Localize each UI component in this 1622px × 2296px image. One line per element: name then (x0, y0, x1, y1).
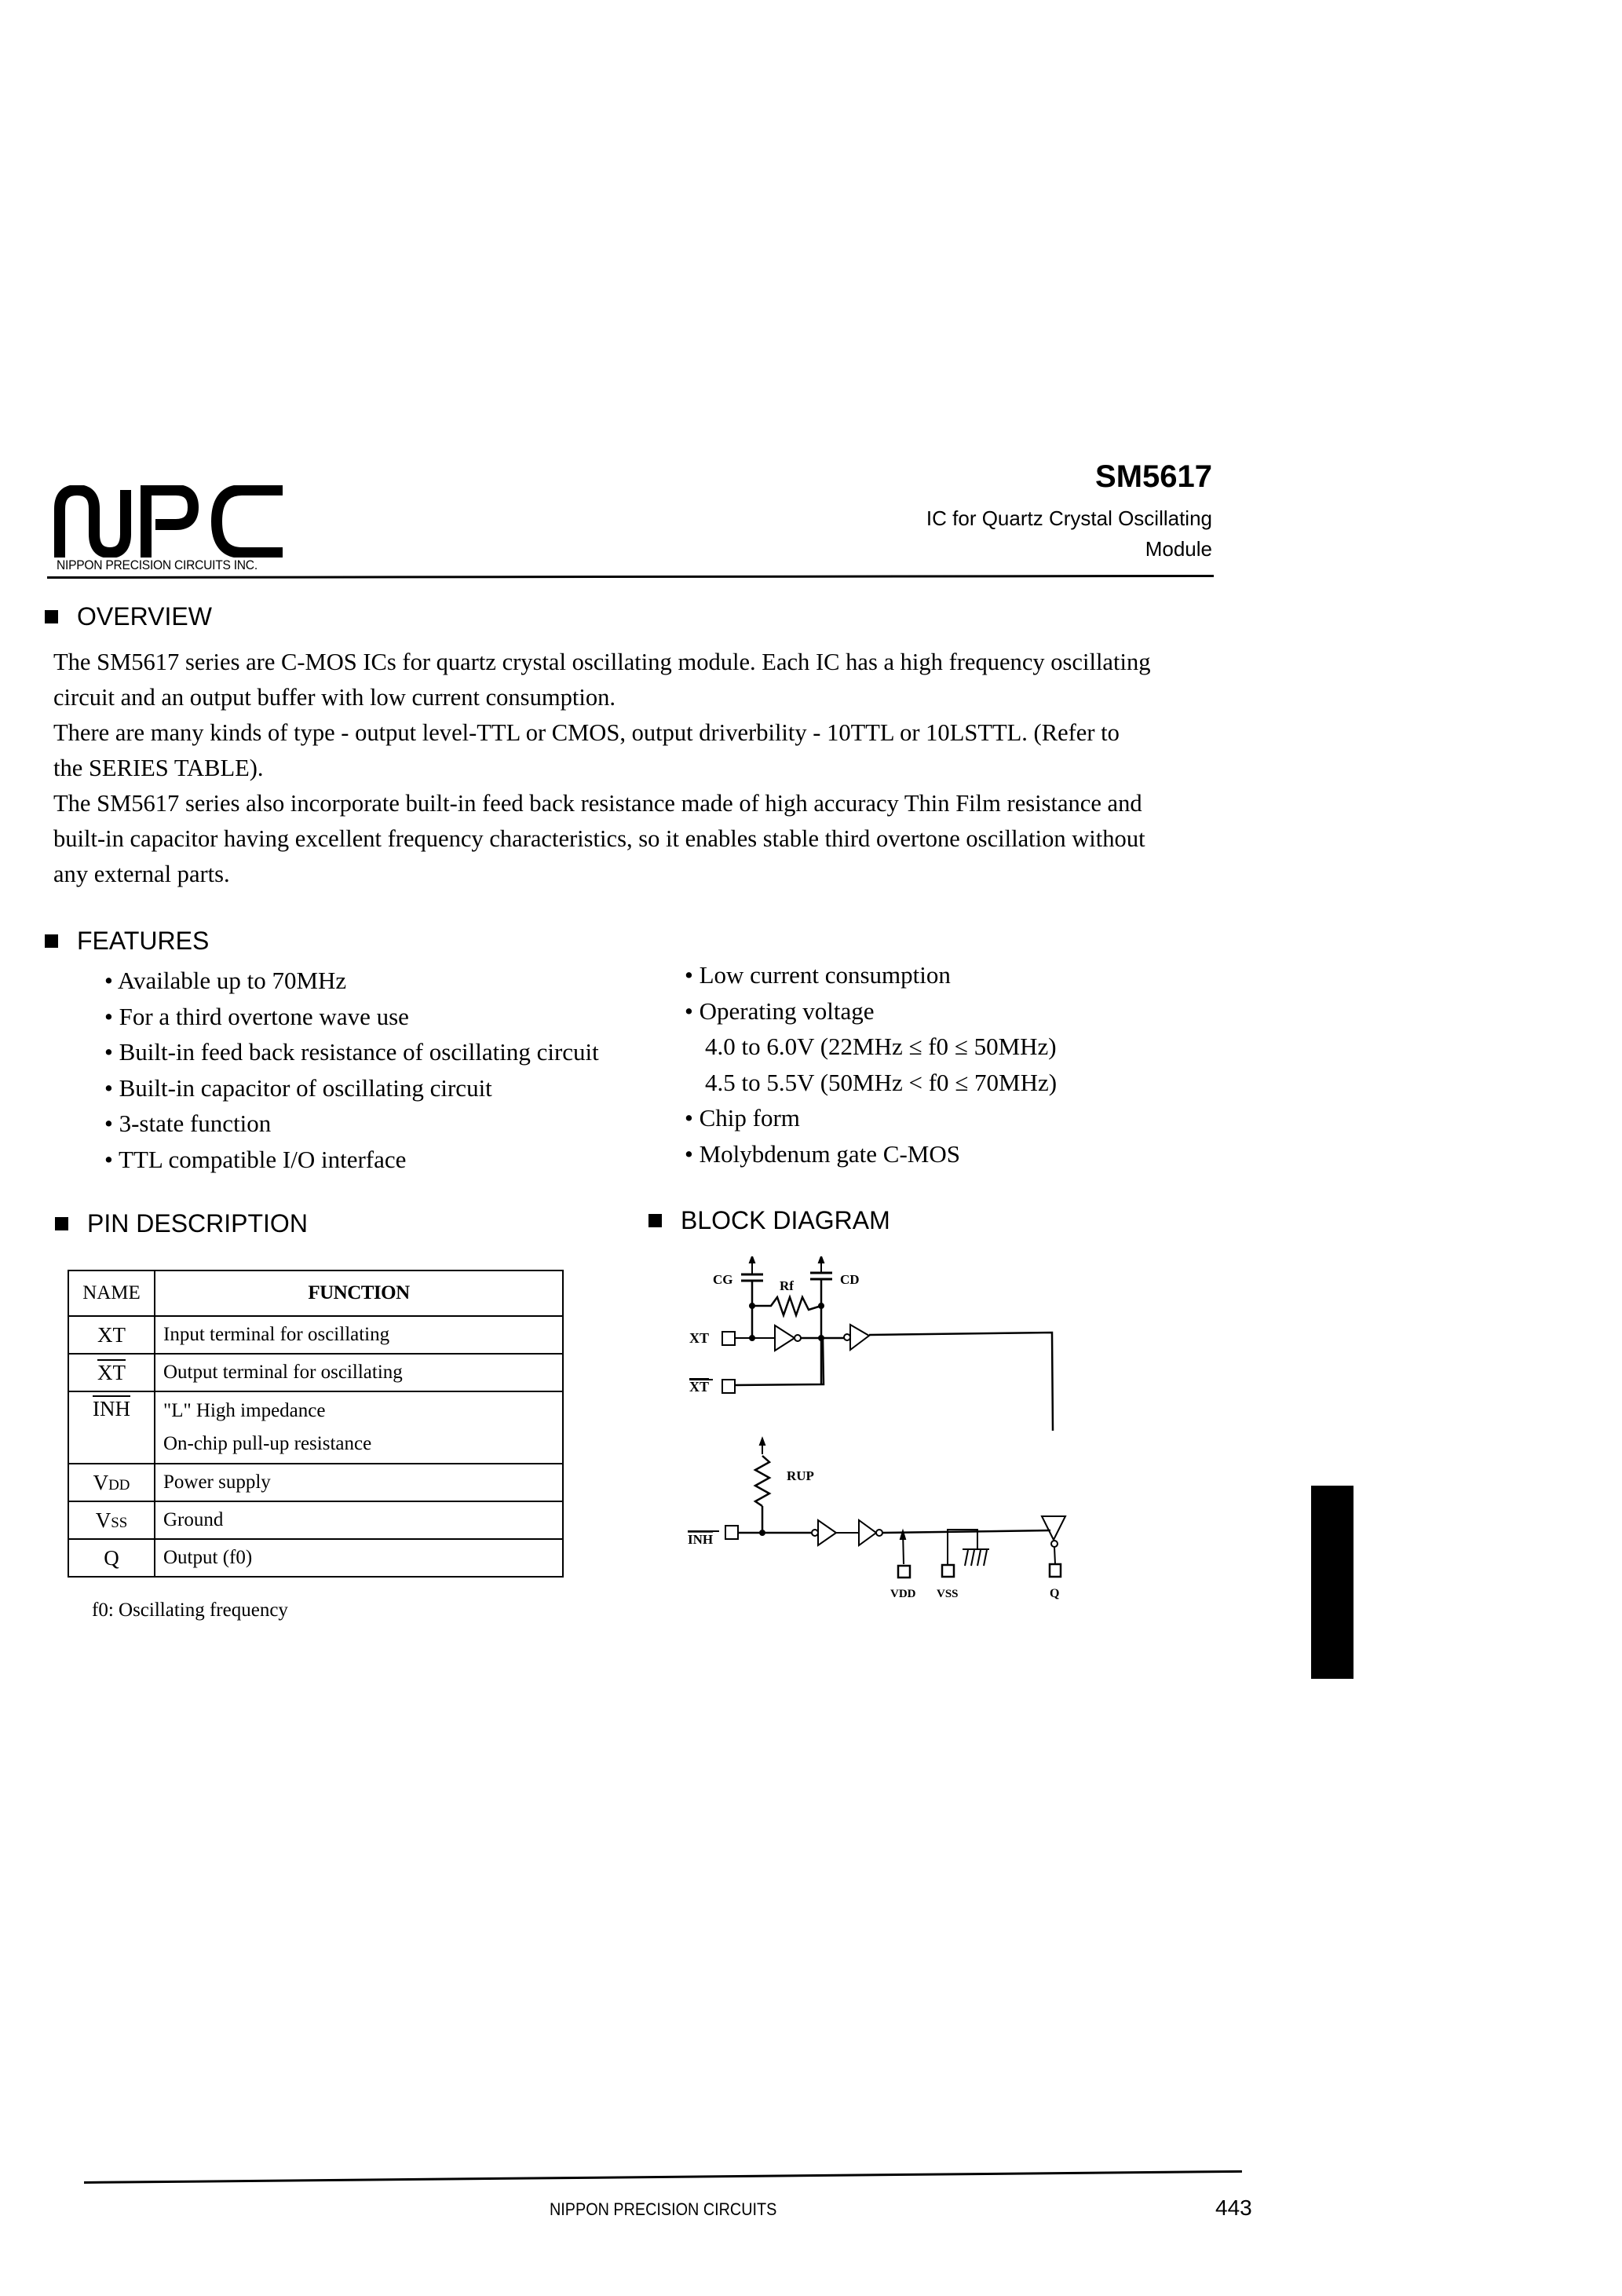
pin-name: $\overline{XT}$ (68, 1354, 155, 1391)
pin-name: XT (68, 1316, 155, 1354)
pin-function: Ground (155, 1501, 563, 1539)
svg-text:RUP: RUP (787, 1468, 814, 1483)
footer-divider (84, 2170, 1242, 2184)
part-number-title: SM5617 (1095, 459, 1212, 494)
pin-function: Output terminal for oscillating (155, 1354, 563, 1391)
svg-text:CG: CG (713, 1272, 733, 1287)
feature-item: • Built-in capacitor of oscillating circuit (104, 1073, 492, 1102)
table-row (68, 1464, 563, 1501)
svg-text:VSS: VSS (937, 1588, 959, 1600)
table-footnote: f0: Oscillating frequency (92, 1600, 288, 1621)
document-subtitle-line2: Module (1145, 537, 1212, 561)
table-row (68, 1501, 563, 1539)
pin-name: VSS (68, 1501, 155, 1539)
svg-text:XT: XT (689, 1330, 710, 1346)
footer-company: NIPPON PRECISION CIRCUITS (550, 2199, 777, 2219)
q-pin-icon (1050, 1564, 1061, 1577)
logo-company-name: NIPPON PRECISION CIRCUITS INC. (57, 558, 258, 572)
section-index-tab (1311, 1486, 1353, 1679)
section-bullet-icon (648, 1214, 662, 1227)
feature-subitem: 4.5 to 5.5V (50MHz < f0 ≤ 70MHz) (705, 1068, 1058, 1096)
svg-text:Q: Q (1050, 1587, 1060, 1600)
feature-item: • Chip form (685, 1104, 800, 1132)
features-list-right (685, 957, 1057, 1172)
tristate-output-buffer-icon (1042, 1516, 1065, 1564)
header-divider (47, 575, 1214, 579)
block-diagram (675, 1256, 1083, 1625)
pin-description-heading: PIN DESCRIPTION (55, 1209, 308, 1238)
npc-logo (53, 485, 289, 558)
pin-function: "L" High impedance On-chip pull-up resistance (155, 1391, 563, 1464)
column-header-name: NAME (68, 1270, 155, 1316)
overview-body (53, 644, 1152, 891)
feature-subitem: 4.0 to 6.0V (22MHz ≤ f0 ≤ 50MHz) (705, 1033, 1057, 1060)
table-row (68, 1539, 563, 1577)
pin-name: Q (68, 1539, 155, 1577)
cg-capacitor-icon (741, 1256, 763, 1338)
table-row (68, 1316, 563, 1354)
section-bullet-icon (45, 610, 58, 623)
section-bullet-icon (45, 934, 58, 948)
inh-buffer-icon (812, 1520, 836, 1545)
block-diagram-heading: BLOCK DIAGRAM (648, 1206, 890, 1235)
feature-item: • Built-in feed back resistance of oscillating circuit (104, 1038, 599, 1066)
pin-name: $\overline{INH}$ (68, 1391, 155, 1464)
feature-item: • TTL compatible I/O interface (104, 1145, 407, 1173)
svg-text:XT: XT (689, 1379, 710, 1395)
cd-capacitor-icon (810, 1256, 832, 1384)
inh-inverter-icon (859, 1520, 882, 1545)
section-bullet-icon (55, 1217, 68, 1230)
document-subtitle-line1: IC for Quartz Crystal Oscillating (926, 506, 1212, 530)
svg-text:INH: INH (688, 1532, 714, 1547)
svg-text:VDD: VDD (890, 1588, 916, 1600)
pin-function: Power supply (155, 1464, 563, 1501)
overview-paragraph: The SM5617 series also incorporate built-in feed back resistance made of high accuracy Thin Film resistance and built-in capacitor having excellent frequency characteristics, so it enables stable third overtone oscillation without any external parts. (53, 789, 1145, 887)
feature-item: • Available up to 70MHz (104, 967, 347, 994)
feature-item: • Low current consumption (685, 961, 951, 989)
svg-text:CD: CD (840, 1272, 860, 1287)
pin-function: Output (f0) (155, 1539, 563, 1577)
oscillator-inverter-icon (775, 1325, 801, 1351)
xt-pin-icon (722, 1332, 735, 1345)
rup-resistor-icon (755, 1439, 769, 1530)
rf-resistor-icon (750, 1297, 824, 1315)
feature-item: • 3-state function (104, 1110, 272, 1137)
svg-text:Rf: Rf (780, 1278, 794, 1293)
features-heading: FEATURES (45, 927, 209, 956)
pin-description-table (68, 1270, 564, 1578)
xt-output-buffer-icon (844, 1325, 869, 1350)
pin-function: Input terminal for oscillating (155, 1316, 563, 1354)
feature-item: • Molybdenum gate C-MOS (685, 1139, 960, 1168)
vss-ground-icon (942, 1530, 989, 1577)
overview-paragraph: The SM5617 series are C-MOS ICs for quartz crystal oscillating module. Each IC has a high frequency oscillating circuit and an output buffer with low current consumption. (53, 648, 1151, 711)
vdd-supply-icon (898, 1531, 910, 1578)
overview-paragraph: There are many kinds of type - output level-TTL or CMOS, output driverbility - 10TTL or 10LSTTL. (Refer to the SERIES TABLE). (53, 718, 1120, 781)
inh-bar-pin-icon (725, 1526, 738, 1539)
page-number: 443 (1215, 2195, 1252, 2220)
pin-name: VDD (68, 1464, 155, 1501)
features-list-left (104, 963, 599, 1177)
feature-item: • Operating voltage (685, 996, 875, 1025)
table-row (68, 1391, 563, 1464)
overview-heading: OVERVIEW (45, 602, 212, 631)
table-row (68, 1354, 563, 1391)
column-header-function: FUNCTION (155, 1270, 563, 1316)
feature-item: • For a third overtone wave use (104, 1002, 409, 1030)
table-header-row (68, 1270, 563, 1316)
xt-bar-pin-icon (722, 1380, 735, 1393)
